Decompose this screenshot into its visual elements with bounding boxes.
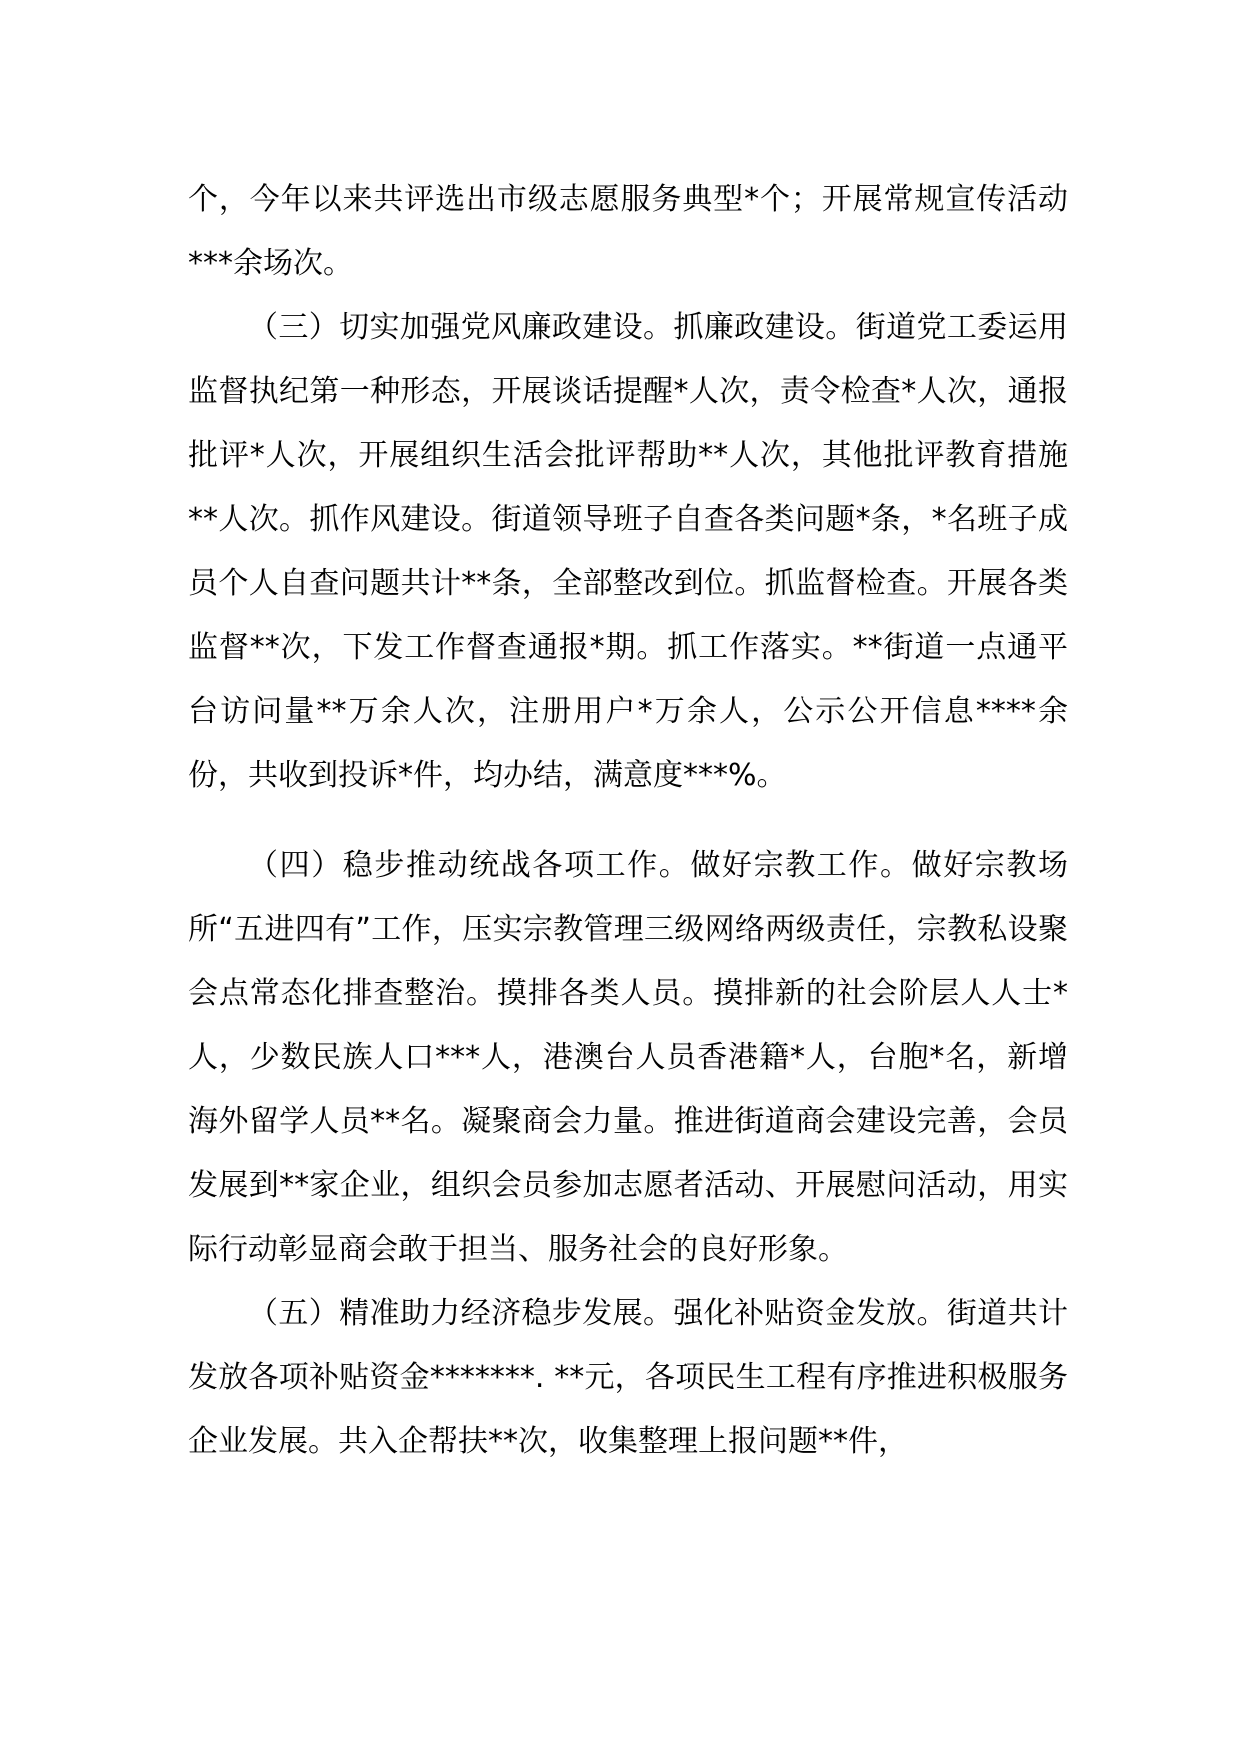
paragraph-section-five: （五）精准助力经济稳步发展。强化补贴资金发放。街道共计发放各项补贴资金*******. **元，各项民生工程有序推进积极服务企业发展。共入企帮扶**次，收集整理上报问题**件， [188,1296,1068,1459]
paragraph-continued: 个，今年以来共评选出市级志愿服务典型*个；开展常规宣传活动***余场次。 [188,182,1068,281]
paragraph-section-four: （四）稳步推动统战各项工作。做好宗教工作。做好宗教场所“五进四有”工作，压实宗教管理三级网络两级责任，宗教私设聚会点常态化排查整治。摸排各类人员。摸排新的社会阶层人人士*人，少数民族人口***人，港澳台人员香港籍*人，台胞*名，新增海外留学人员**名。凝聚商会力量。推进街道商会建设完善，会员发展到**家企业，组织会员参加志愿者活动、开展慰问活动，用实际行动彰显商会敢于担当、服务社会的良好形象。 [188,848,1068,1267]
paragraph-section-three: （三）切实加强党风廉政建设。抓廉政建设。街道党工委运用监督执纪第一种形态，开展谈话提醒*人次，责令检查*人次，通报批评*人次，开展组织生活会批评帮助**人次，其他批评教育措施**人次。抓作风建设。街道领导班子自查各类问题*条，*名班子成员个人自查问题共计**条，全部整改到位。抓监督检查。开展各类监督**次，下发工作督查通报*期。抓工作落实。**街道一点通平台访问量**万余人次，注册用户*万余人，公示公开信息****余份，共收到投诉*件，均办结，满意度***%。 [188,310,1068,793]
document-body [188,168,1068,1474]
